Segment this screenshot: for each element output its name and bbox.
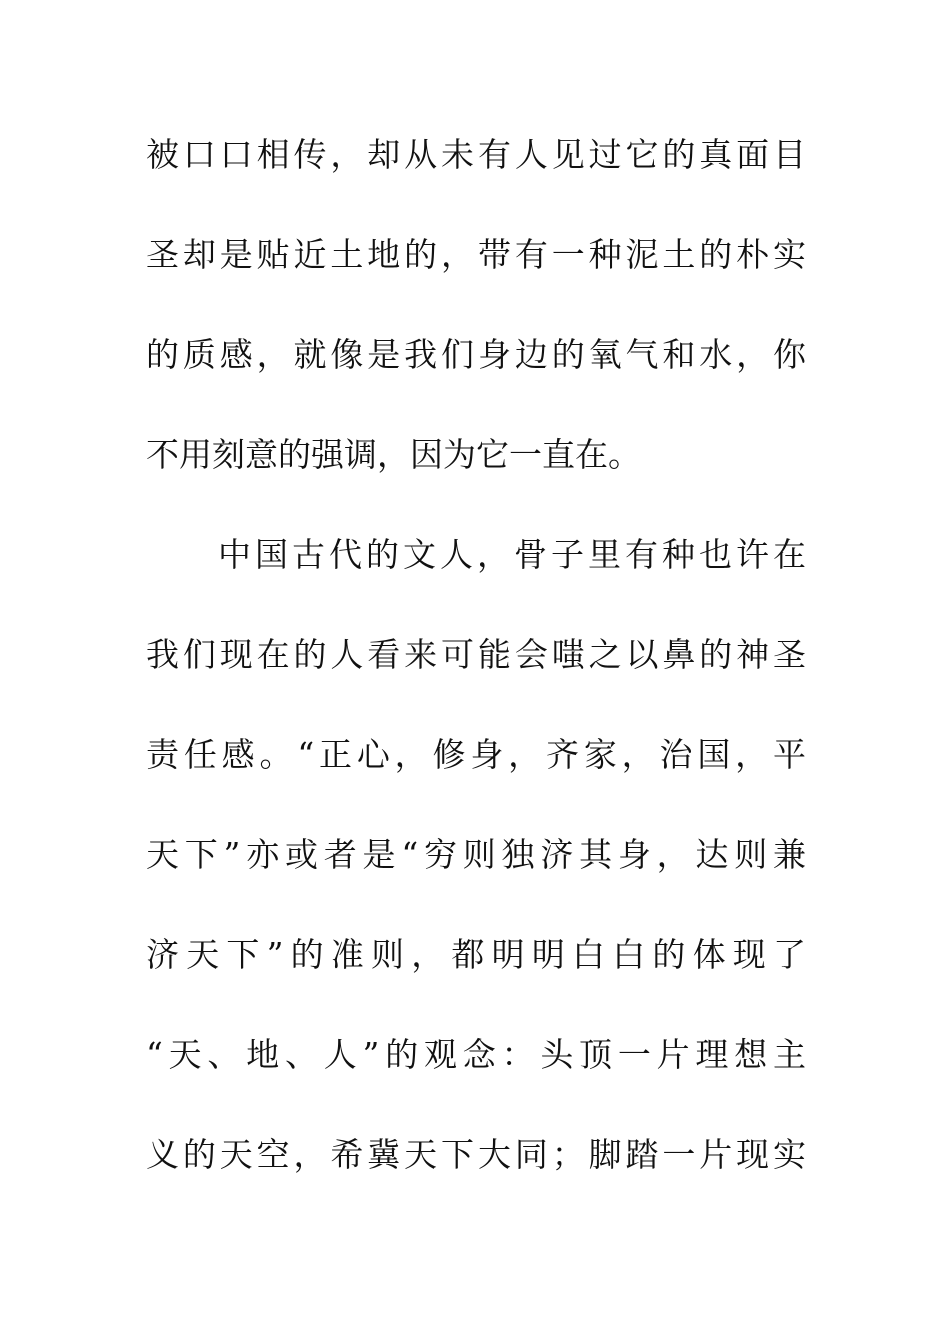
text-line: 天下”亦或者是“穷则独济其身，达则兼: [146, 835, 806, 874]
text-line: 被口口相传，却从未有人见过它的真面目: [146, 135, 806, 174]
text-line: 我们现在的人看来可能会嗤之以鼻的神圣: [146, 635, 806, 674]
text-line: 济天下”的准则，都明明白白的体现了: [146, 935, 806, 974]
text-line: 圣却是贴近土地的，带有一种泥土的朴实: [146, 235, 806, 274]
text-line: 责任感。“正心，修身，齐家，治国，平: [146, 735, 806, 774]
paragraph-start-line: 中国古代的文人，骨子里有种也许在: [218, 535, 806, 574]
text-line: 不用刻意的强调，因为它一直在。: [146, 435, 641, 474]
body-text: [146, 124, 806, 1224]
text-line: 的质感，就像是我们身边的氧气和水，你: [146, 335, 806, 374]
text-line: “天、地、人”的观念：头顶一片理想主: [146, 1035, 806, 1074]
text-line: 义的天空，希冀天下大同；脚踏一片现实: [146, 1135, 806, 1174]
